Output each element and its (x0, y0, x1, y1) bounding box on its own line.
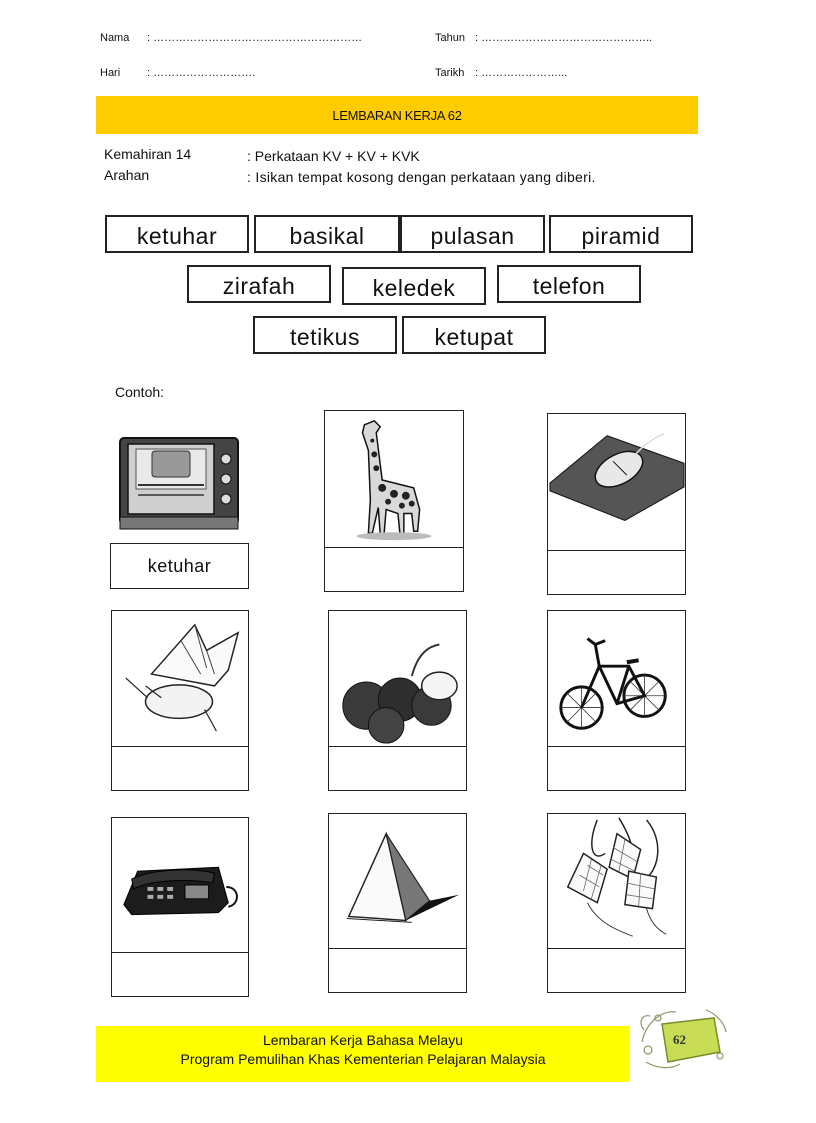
answer-box[interactable] (328, 948, 467, 993)
worksheet-title-banner (96, 96, 698, 134)
answer-box[interactable] (328, 746, 467, 791)
nama-label: Nama (100, 32, 130, 44)
tarikh-field[interactable]: : …………………... (475, 67, 568, 79)
answer-box[interactable] (547, 550, 686, 595)
skill-label: Kemahiran 14 (104, 146, 192, 162)
word-card: zirafah (187, 265, 331, 303)
answer-box[interactable] (111, 952, 249, 997)
answer-box[interactable] (111, 746, 249, 791)
picture-frame (111, 610, 249, 748)
word-card: piramid (549, 215, 693, 253)
page-number: 62 (673, 1032, 686, 1047)
tarikh-label: Tarikh (435, 67, 465, 79)
answer-box[interactable] (547, 746, 686, 791)
hari-label: Hari (100, 67, 121, 79)
picture-frame (328, 813, 467, 951)
picture-frame (324, 410, 464, 548)
telephone-icon (112, 818, 248, 954)
pyramid-icon (329, 814, 466, 950)
rambutan-icon (329, 611, 466, 747)
word-card: telefon (497, 265, 641, 303)
instruction-label: Arahan (104, 167, 150, 183)
skill-value: : Perkataan KV + KV + KVK (247, 148, 420, 164)
example-label: Contoh: (115, 384, 165, 400)
tahun-label: Tahun (435, 32, 465, 44)
page-number-badge (636, 1002, 730, 1074)
word-card: ketupat (402, 316, 546, 354)
instruction-text: : Isikan tempat kosong dengan perkataan yang diberi. (247, 169, 596, 185)
footer-line-2: Program Pemulihan Khas Kementerian Pelajaran Malaysia (180, 1051, 546, 1067)
picture-frame (547, 413, 686, 552)
oven-icon (116, 435, 242, 535)
hari-field[interactable]: : ………………………. (147, 67, 256, 79)
word-card: ketuhar (105, 215, 249, 253)
ketupat-icon (548, 814, 685, 950)
footer-line-1: Lembaran Kerja Bahasa Melayu (262, 1032, 463, 1048)
picture-frame (547, 813, 686, 951)
worksheet-title: LEMBARAN KERJA 62 (332, 107, 462, 123)
picture-frame (328, 610, 467, 748)
answer-box[interactable] (324, 547, 464, 592)
answer-box[interactable] (547, 948, 686, 993)
tahun-field[interactable]: : ……………………………………….. (475, 32, 653, 44)
picture-frame (547, 610, 686, 748)
picture-frame (111, 817, 249, 955)
footer-banner (96, 1026, 630, 1082)
bicycle-icon (548, 611, 685, 747)
word-card: pulasan (400, 215, 545, 253)
sweet-potato-icon (112, 611, 248, 747)
word-card: basikal (254, 215, 400, 253)
nama-field[interactable]: : ………………………………………………… (147, 32, 363, 44)
word-card: tetikus (253, 316, 397, 354)
computer-mouse-icon (548, 414, 685, 551)
giraffe-icon (325, 411, 463, 547)
word-card: keledek (342, 267, 486, 305)
example-answer: ketuhar (110, 543, 249, 589)
